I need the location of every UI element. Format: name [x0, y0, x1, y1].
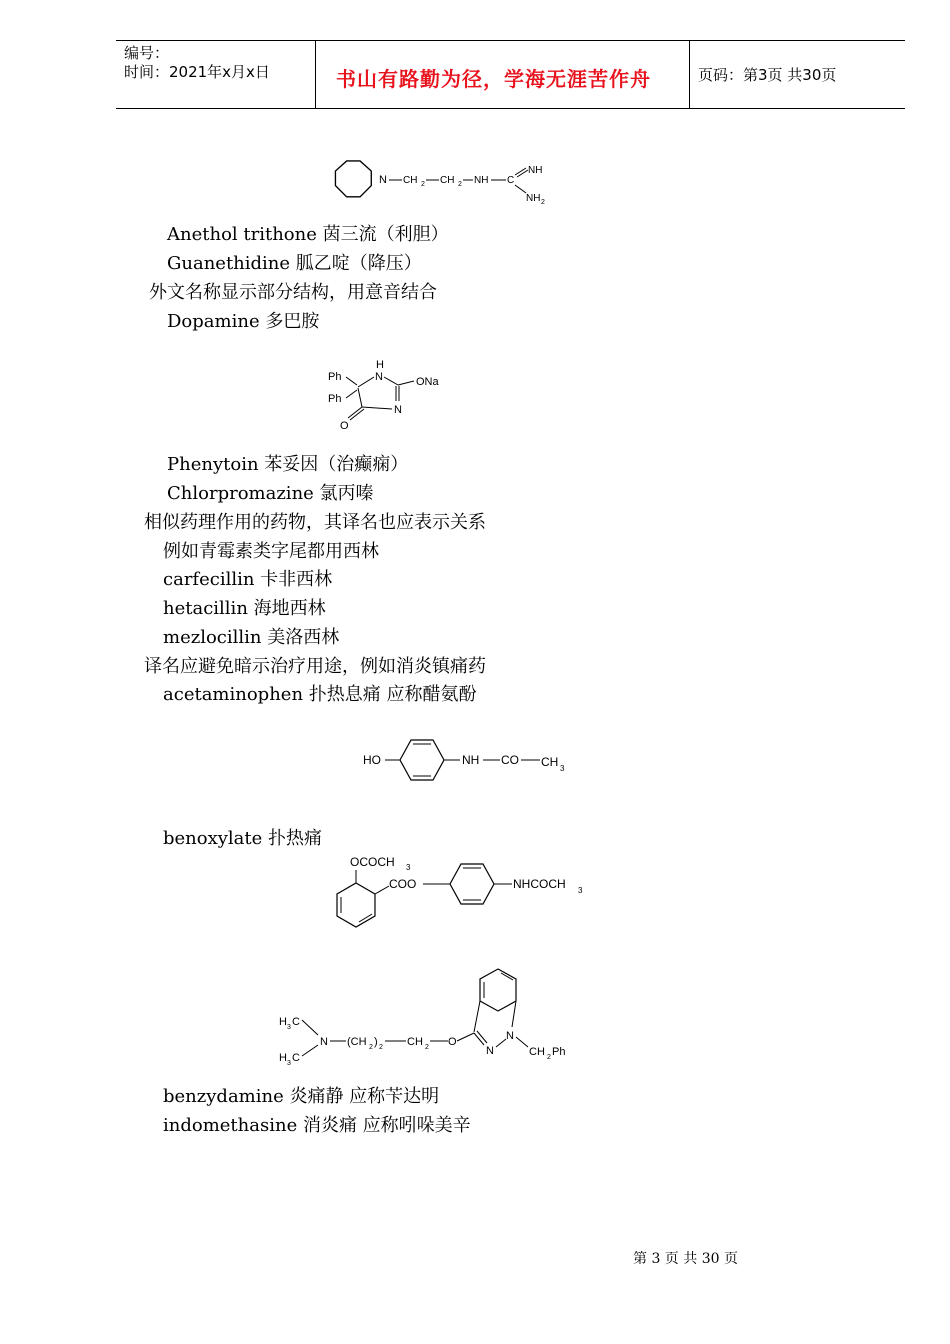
subscript: 2 [425, 1044, 429, 1051]
methyl-c: C [292, 1016, 300, 1028]
phenyl-1: Ph [328, 371, 342, 383]
benzene-ring-1 [337, 883, 375, 927]
text-line: 相似药理作用的药物，其译名也应表示关系 [144, 512, 486, 533]
methylene-1: CH [403, 175, 418, 186]
sodium-oxide: ONa [416, 376, 439, 388]
methylene-2: CH [440, 175, 455, 186]
imine-nh: NH [528, 165, 543, 176]
methyl-c: C [292, 1052, 300, 1064]
ring-nitrogen-1: N [375, 371, 383, 383]
text-line: acetaminophen 扑热息痛 应称醋氨酚 [163, 684, 477, 705]
ring-nitrogen-2: N [394, 404, 402, 416]
header-motto-cell [316, 41, 690, 108]
subscript: 3 [578, 886, 583, 895]
propylene-chain: (CH [347, 1036, 367, 1048]
text-line: Chlorpromazine 氯丙嗪 [167, 483, 374, 504]
page-footer: 第 3 页 共 30 页 [633, 1251, 738, 1267]
methyl-h: H [279, 1016, 287, 1028]
amino-nh2: NH [526, 193, 541, 204]
benzyl-phenyl: Ph [552, 1046, 566, 1058]
amine-nh: NH [474, 175, 489, 186]
methylene: CH [407, 1036, 423, 1048]
subscript: 3 [287, 1024, 291, 1031]
page-header [116, 40, 905, 109]
phenyl-2: Ph [328, 393, 342, 405]
text-line: hetacillin 海地西林 [163, 598, 326, 619]
guanethidine-structure [330, 155, 560, 215]
guanidine-carbon: C [507, 175, 515, 186]
subscript: 3 [560, 764, 565, 773]
propylene-chain: ) [374, 1036, 378, 1048]
ester: COO [389, 877, 417, 891]
nh-hydrogen: H [376, 359, 384, 371]
text-line: indomethasine 消炎痛 应称吲哚美辛 [163, 1115, 471, 1136]
subscript: 2 [421, 181, 425, 188]
subscript: 3 [406, 863, 411, 872]
indazole-benzo-ring [480, 969, 516, 1011]
phenytoin-structure [322, 355, 462, 435]
text-line: 译名应避免暗示治疗用途，例如消炎镇痛药 [144, 656, 486, 677]
methyl-h: H [279, 1052, 287, 1064]
text-line: mezlocillin 美洛西林 [163, 627, 340, 648]
ring-nitrogen: N [379, 174, 387, 186]
text-line: 外文名称显示部分结构，用意音结合 [149, 282, 437, 303]
subscript: 2 [547, 1054, 551, 1061]
header-meta-cell [116, 41, 316, 108]
benoxylate-structure [326, 850, 596, 940]
subscript: 2 [541, 199, 545, 206]
benzene-ring [400, 740, 444, 780]
subscript: 2 [458, 181, 462, 188]
carbonyl-oxygen: O [340, 420, 349, 432]
header-motto: 书山有路勤为径，学海无涯苦作舟 [336, 67, 651, 91]
methyl: CH [541, 755, 559, 769]
document-date-label: 时间：2021年x月x日 [124, 63, 270, 81]
text-line: 例如青霉素类字尾都用西林 [163, 541, 379, 562]
azocane-ring [335, 161, 371, 197]
acetaminophen-structure [360, 733, 580, 783]
text-line: Phenytoin 苯妥因（治癫痫） [167, 454, 409, 475]
subscript: 3 [287, 1060, 291, 1067]
subscript: 2 [379, 1044, 383, 1051]
amide-nh: NH [462, 753, 480, 767]
hydroxyl: HO [363, 753, 381, 767]
benzyl-ch2: CH [529, 1046, 545, 1058]
subscript: 2 [369, 1044, 373, 1051]
text-line: Dopamine 多巴胺 [167, 311, 320, 332]
text-line: benoxylate 扑热痛 [163, 828, 323, 849]
header-page-cell [690, 41, 905, 108]
dimethylamino-n: N [320, 1036, 328, 1048]
carbonyl: CO [501, 753, 519, 767]
acetoxy: OCOCH [350, 855, 395, 869]
text-line: carfecillin 卡非西林 [163, 569, 333, 590]
indazole-n1: N [506, 1030, 514, 1042]
acetamido: NHCOCH [513, 877, 566, 891]
benzene-ring-2 [450, 864, 494, 904]
text-line: benzydamine 炎痛静 应称苄达明 [163, 1086, 440, 1107]
text-line: Anethol trithone 茵三流（利胆） [167, 224, 449, 245]
ether-oxygen: O [448, 1036, 457, 1048]
header-page-info: 页码：第3页 共30页 [698, 66, 837, 84]
indazole-n2: N [486, 1045, 494, 1057]
text-line: Guanethidine 胍乙啶（降压） [167, 253, 422, 274]
document-number-label: 编号： [124, 44, 170, 62]
benzydamine-structure [276, 965, 586, 1075]
